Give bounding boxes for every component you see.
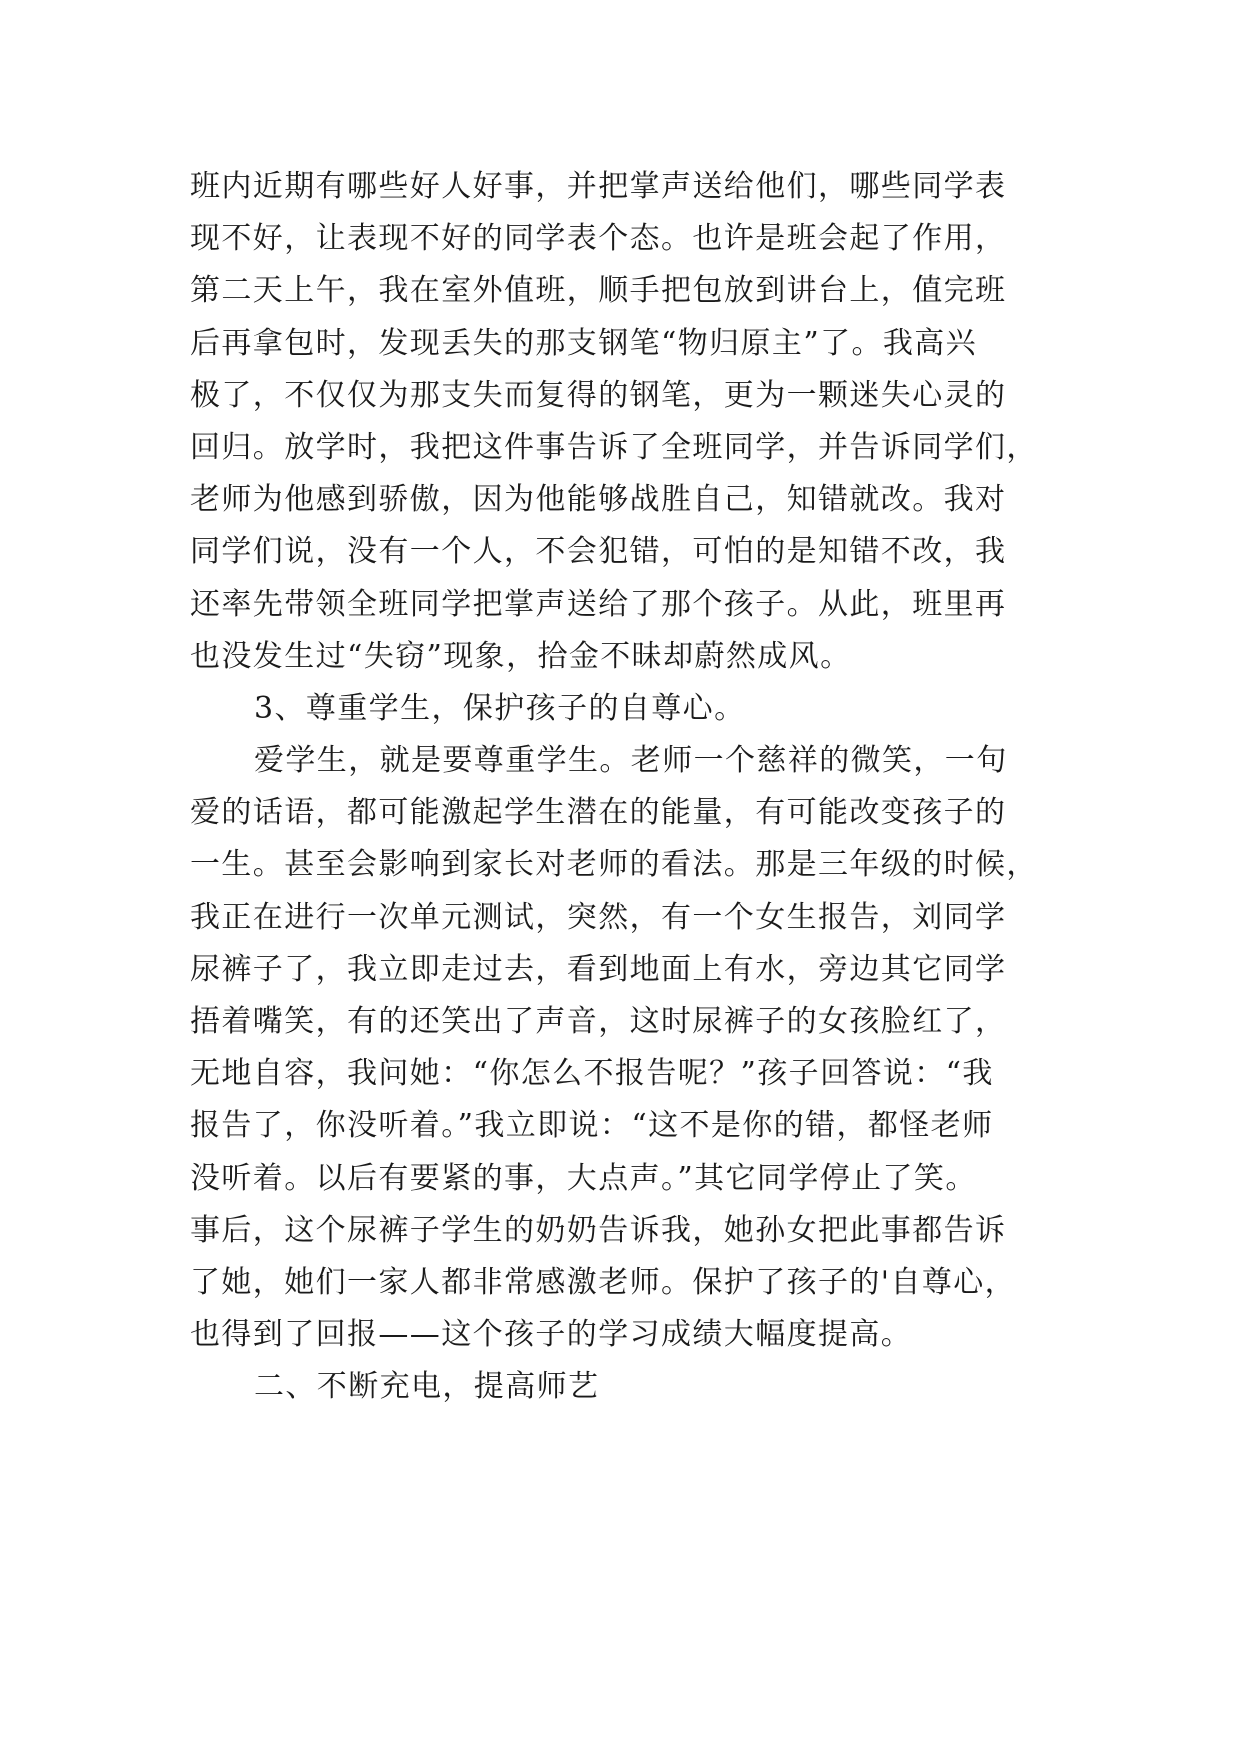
text-line: 捂着嘴笑，有的还笑出了声音，这时尿裤子的女孩脸红了， <box>190 1004 1007 1039</box>
text-line: 无地自容，我问她：“你怎么不报告呢？”孩子回答说：“我 <box>190 1056 994 1092</box>
paragraph-first-line: 爱学生，就是要尊重学生。老师一个慈祥的微笑，一句 <box>254 743 1008 779</box>
text-line: 没听着。以后有要紧的事，大点声。”其它同学停止了笑。 <box>190 1160 977 1196</box>
text-line: 老师为他感到骄傲，因为他能够战胜自己，知错就改。我对 <box>190 482 1007 518</box>
text-line: 后再拿包时，发现丢失的那支钢笔“物归原主”了。我高兴 <box>190 325 978 361</box>
text-line: 尿裤子了，我立即走过去，看到地面上有水，旁边其它同学 <box>190 951 1007 987</box>
text-line: 极了，不仅仅为那支失而复得的钢笔，更为一颗迷失心灵的 <box>190 377 1007 413</box>
text-line: 也得到了回报——这个孩子的学习成绩大幅度提高。 <box>190 1317 913 1353</box>
text-line: 还率先带领全班同学把掌声送给了那个孩子。从此，班里再 <box>190 586 1007 622</box>
text-line: 第二天上午，我在室外值班，顺手把包放到讲台上，值完班 <box>190 273 1007 309</box>
text-line: 回归。放学时，我把这件事告诉了全班同学，并告诉同学们， <box>190 429 1038 465</box>
text-line: 我正在进行一次单元测试，突然，有一个女生报告，刘同学 <box>190 899 1007 935</box>
document-body <box>190 161 1060 1414</box>
text-line: 报告了，你没听着。”我立即说：“这不是你的错，都怪老师 <box>190 1108 994 1144</box>
section-heading: 3、尊重学生，保护孩子的自尊心。 <box>254 690 746 726</box>
text-line: 同学们说，没有一个人，不会犯错，可怕的是知错不改，我 <box>190 534 1007 570</box>
text-line: 了她，她们一家人都非常感激老师。保护了孩子的'自尊心， <box>190 1264 1017 1300</box>
text-line: 一生。甚至会影响到家长对老师的看法。那是三年级的时候， <box>190 847 1038 883</box>
text-line: 班内近期有哪些好人好事，并把掌声送给他们，哪些同学表 <box>190 169 1007 204</box>
text-line: 事后，这个尿裤子学生的奶奶告诉我，她孙女把此事都告诉 <box>190 1212 1007 1248</box>
text-line: 也没发生过“失窃”现象，拾金不昧却蔚然成风。 <box>190 638 852 674</box>
text-line: 爱的话语，都可能激起学生潜在的能量，有可能改变孩子的 <box>190 795 1007 831</box>
text-line: 现不好，让表现不好的同学表个态。也许是班会起了作用， <box>190 221 1007 257</box>
section-heading: 二、不断充电，提高师艺 <box>254 1369 600 1405</box>
